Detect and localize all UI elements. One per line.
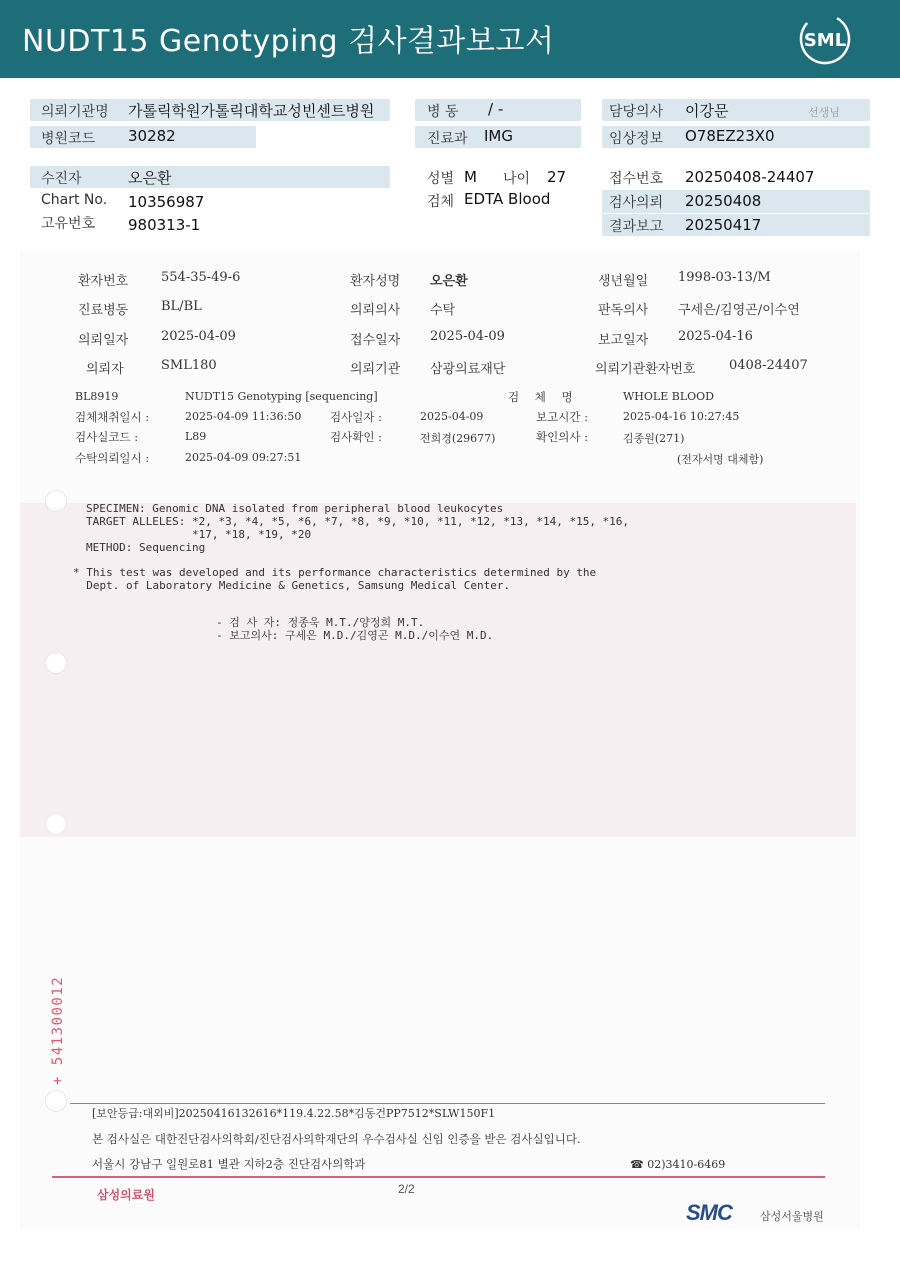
method-line: METHOD: Sequencing bbox=[86, 541, 206, 554]
form-r2-v3: 구세은/김영곤/이수연 bbox=[678, 303, 800, 318]
report-value: 20250417 bbox=[685, 216, 762, 234]
doctor-value: 이강문 bbox=[685, 102, 729, 120]
verify-value: 전희경(29677) bbox=[420, 432, 496, 445]
form-r1-v3: 1998-03-13/M bbox=[678, 270, 771, 285]
form-r2-v2: 수탁 bbox=[430, 303, 456, 318]
vertical-code: + 541300012 bbox=[50, 975, 66, 1085]
smc-logo: SMC bbox=[686, 1200, 732, 1225]
footer-top-rule bbox=[70, 1103, 825, 1104]
alleles-line-2: *17, *18, *19, *20 bbox=[86, 528, 312, 541]
form-r4-v1: SML180 bbox=[161, 358, 217, 373]
receipt-label: 접수번호 bbox=[609, 171, 664, 187]
chart-label: Chart No. bbox=[41, 192, 108, 208]
page-number: 2/2 bbox=[398, 1182, 415, 1196]
report-title: NUDT15 Genotyping 검사결과보고서 bbox=[22, 24, 555, 59]
punch-hole bbox=[45, 813, 67, 835]
form-r3-l3: 보고일자 bbox=[598, 333, 649, 348]
logo-text: SML bbox=[803, 30, 847, 51]
address-line: 서울시 강남구 일원로81 별관 지하2층 진단검사의학과 bbox=[92, 1157, 366, 1171]
patient-row bbox=[30, 166, 390, 188]
test-date-label: 검사일자 : bbox=[330, 410, 382, 424]
doctor-label: 담당의사 bbox=[609, 104, 664, 120]
request-label: 검사의뢰 bbox=[609, 195, 664, 211]
patient-label: 수진자 bbox=[41, 171, 82, 187]
req-org-label: 의뢰기관명 bbox=[41, 104, 109, 120]
security-line: [보안등급:대외비]20250416132616*119.4.22.58*김동건PP7512*SLW150F1 bbox=[92, 1107, 496, 1120]
clinical-value: O78EZ23X0 bbox=[685, 127, 775, 145]
dept-label: 진료과 bbox=[427, 131, 468, 147]
patient-value: 오은환 bbox=[128, 169, 172, 187]
note-line-2: Dept. of Laboratory Medicine & Genetics, Samsung Medical Center. bbox=[73, 579, 511, 592]
test-code: BL8919 bbox=[75, 390, 119, 403]
form-r3-l1: 의뢰일자 bbox=[78, 333, 129, 348]
cert-line: 본 검사실은 대한진단검사의학회/진단검사의학재단의 우수검사실 신임 인증을 받은 검사실입니다. bbox=[92, 1132, 581, 1146]
punch-hole bbox=[45, 652, 67, 674]
specimen-label: 검체 bbox=[427, 194, 455, 210]
collect-label: 검체채취일시 : bbox=[75, 410, 150, 424]
sml-logo bbox=[798, 12, 852, 66]
sex-label: 성별 bbox=[427, 171, 455, 187]
req-org-value: 가톨릭학원가톨릭대학교성빈센트병원 bbox=[128, 102, 375, 120]
note-line-1: * This test was developed and its performance characteristics determined by the bbox=[73, 566, 597, 579]
reporter-line: - 보고의사: 구세은 M.D./김영곤 M.D./이수연 M.D. bbox=[216, 629, 494, 642]
punch-hole bbox=[45, 490, 67, 512]
ward-value: / - bbox=[488, 100, 504, 118]
test-name: NUDT15 Genotyping [sequencing] bbox=[185, 390, 378, 403]
confirm-label: 확인의사 : bbox=[536, 430, 588, 444]
punch-hole bbox=[45, 1090, 67, 1112]
form-r1-l3: 생년월일 bbox=[598, 274, 649, 289]
report-time-label: 보고시간 : bbox=[536, 410, 588, 424]
phone-line: ☎ 02)3410-6469 bbox=[630, 1158, 726, 1171]
footer-red-rule bbox=[52, 1176, 825, 1178]
doctor-suffix: 선생님 bbox=[808, 106, 840, 119]
form-r3-v3: 2025-04-16 bbox=[678, 329, 753, 344]
age-label: 나이 bbox=[503, 171, 531, 187]
specimen-line: SPECIMEN: Genomic DNA isolated from peripheral blood leukocytes bbox=[86, 502, 504, 515]
form-r4-v2: 삼광의료재단 bbox=[430, 362, 506, 377]
outsource-label: 수탁의뢰일시 : bbox=[75, 451, 150, 465]
form-r2-l2: 의뢰의사 bbox=[350, 303, 401, 318]
form-r1-l2: 환자성명 bbox=[350, 274, 401, 289]
receipt-value: 20250408-24407 bbox=[685, 168, 815, 186]
left-brand: 삼성의료원 bbox=[97, 1188, 155, 1202]
right-brand: 삼성서울병원 bbox=[760, 1210, 824, 1223]
chart-value: 10356987 bbox=[128, 193, 205, 211]
age-value: 27 bbox=[547, 168, 567, 186]
form-r3-v1: 2025-04-09 bbox=[161, 329, 236, 344]
alleles-line-1: TARGET ALLELES: *2, *3, *4, *5, *6, *7, *8, *9, *10, *11, *12, *13, *14, *15, *16, bbox=[86, 515, 630, 528]
form-r4-l1: 의뢰자 bbox=[86, 362, 124, 377]
form-r4-v3: 0408-24407 bbox=[729, 358, 808, 373]
outsource-value: 2025-04-09 09:27:51 bbox=[185, 451, 302, 464]
report-label: 결과보고 bbox=[609, 219, 664, 235]
esign-note: (전자서명 대체함) bbox=[677, 453, 764, 466]
tester-line: - 검 사 자: 정종욱 M.T./양정희 M.T. bbox=[216, 616, 425, 629]
dates-divider bbox=[602, 213, 870, 214]
specimen-name-label: 검 체 명 bbox=[508, 390, 579, 404]
ward-label: 병 동 bbox=[427, 104, 459, 120]
form-r2-l1: 진료병동 bbox=[78, 303, 129, 318]
request-value: 20250408 bbox=[685, 192, 762, 210]
sex-value: M bbox=[464, 168, 477, 186]
form-r3-v2: 2025-04-09 bbox=[430, 329, 505, 344]
form-r2-l3: 판독의사 bbox=[598, 303, 649, 318]
lab-code-value: L89 bbox=[185, 430, 207, 443]
verify-label: 검사확인 : bbox=[330, 430, 382, 444]
specimen-name-value: WHOLE BLOOD bbox=[623, 390, 714, 403]
test-date-value: 2025-04-09 bbox=[420, 410, 484, 423]
hosp-code-label: 병원코드 bbox=[41, 131, 96, 147]
form-r1-v1: 554-35-49-6 bbox=[161, 270, 241, 285]
dept-value: IMG bbox=[484, 127, 513, 145]
form-r1-v2: 오은환 bbox=[430, 274, 468, 289]
confirm-value: 김종원(271) bbox=[623, 432, 685, 445]
specimen-value: EDTA Blood bbox=[464, 190, 551, 208]
hosp-code-value: 30282 bbox=[128, 127, 176, 145]
form-r2-v1: BL/BL bbox=[161, 299, 202, 314]
collect-value: 2025-04-09 11:36:50 bbox=[185, 410, 302, 423]
report-time-value: 2025-04-16 10:27:45 bbox=[623, 410, 740, 423]
lab-code-label: 검사실코드 : bbox=[75, 430, 139, 444]
uid-label: 고유번호 bbox=[41, 216, 96, 232]
form-r4-l2: 의뢰기관 bbox=[350, 362, 401, 377]
uid-value: 980313-1 bbox=[128, 216, 201, 234]
form-r1-l1: 환자번호 bbox=[78, 274, 129, 289]
form-r3-l2: 접수일자 bbox=[350, 333, 401, 348]
form-r4-l3: 의뢰기관환자번호 bbox=[595, 362, 696, 377]
clinical-label: 임상정보 bbox=[609, 131, 664, 147]
